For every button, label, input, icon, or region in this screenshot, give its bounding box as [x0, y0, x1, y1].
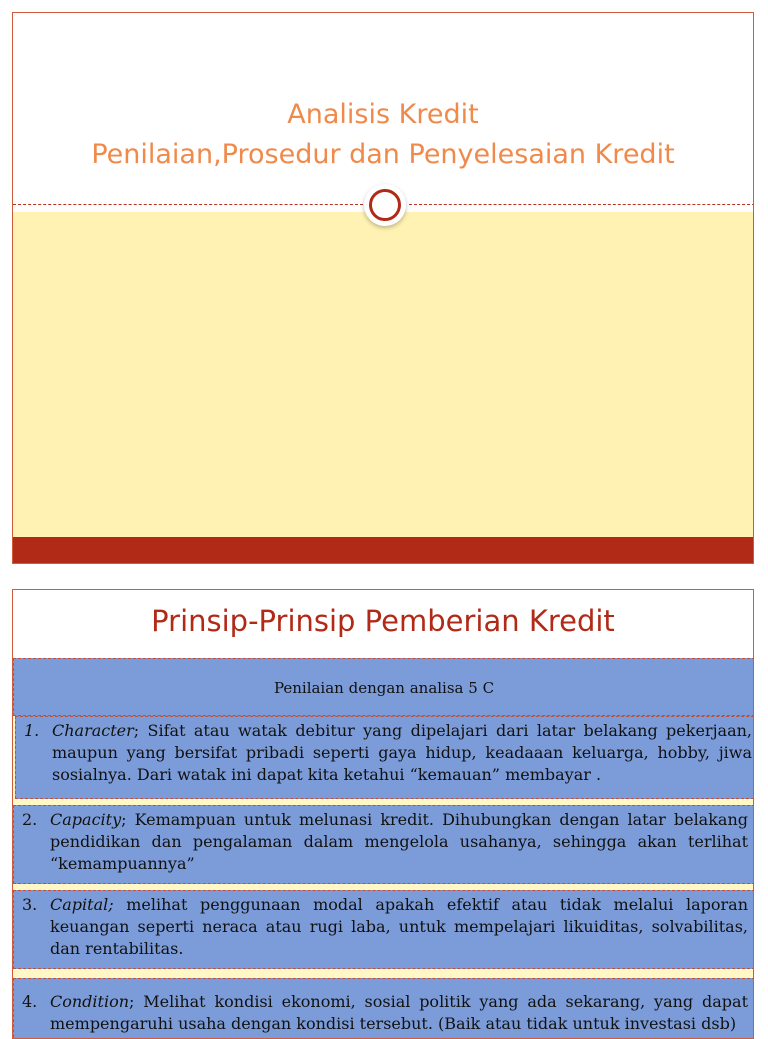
list-item [13, 978, 754, 1039]
list-item [13, 805, 754, 884]
title-slide [12, 12, 754, 564]
item-number: 2. [22, 810, 38, 829]
item-text [52, 720, 752, 798]
item-term: Capacity [50, 810, 122, 829]
content-slide [12, 589, 754, 1039]
circle-ornament-icon [364, 184, 406, 226]
content-placeholder [13, 212, 753, 537]
list-item [15, 716, 754, 799]
item-term: Condition [50, 992, 130, 1011]
item-description: ; Sifat atau watak debitur yang dipelajari dari latar belakang pekerjaan, maupun yang bersifat pribadi seperti gaya hidup, keadaaan keluarga, hobby, jiwa sosialnya. Dari watak ini dapat kita ketahui “kemauan” membayar . [52, 721, 752, 784]
divider-right [409, 204, 754, 205]
footer-bar [13, 537, 753, 564]
heading-area [13, 590, 753, 658]
item-number: 4. [22, 992, 38, 1011]
item-description: ; Kemampuan untuk melunasi kredit. Dihubungkan dengan latar belakang pendidikan dan pengalaman dalam mengelola usahanya, sehingga akan terlihat “kemampuannya” [50, 810, 748, 873]
subtitle-text: Penilaian dengan analisa 5 C [273, 679, 495, 697]
list-item [13, 890, 754, 969]
item-description: ; Melihat kondisi ekonomi, sosial politik yang ada sekarang, yang dapat mempengaruhi usaha dengan kondisi tersebut. (Baik atau tidak untuk investasi dsb) [50, 992, 748, 1033]
item-text [50, 991, 748, 1039]
item-text [50, 809, 748, 883]
slide-title-line-1: Analisis Kredit [287, 99, 479, 130]
slide-heading: Prinsip-Prinsip Pemberian Kredit [151, 604, 615, 638]
title-area [13, 13, 753, 205]
divider-left [13, 204, 363, 205]
item-number: 3. [22, 895, 38, 914]
item-term: Capital; [50, 895, 114, 914]
item-term: Character [52, 721, 134, 740]
item-description: melihat penggunaan modal apakah efektif atau tidak melalui laporan keuangan seperti neraca atau rugi laba, untuk mempelajari likuiditas, solvabilitas, dan rentabilitas. [50, 895, 748, 958]
item-text [50, 894, 748, 968]
subtitle-box [13, 658, 754, 716]
slide-title-line-2: Penilaian,Prosedur dan Penyelesaian Kredit [91, 139, 675, 170]
item-number: 1. [24, 721, 40, 740]
